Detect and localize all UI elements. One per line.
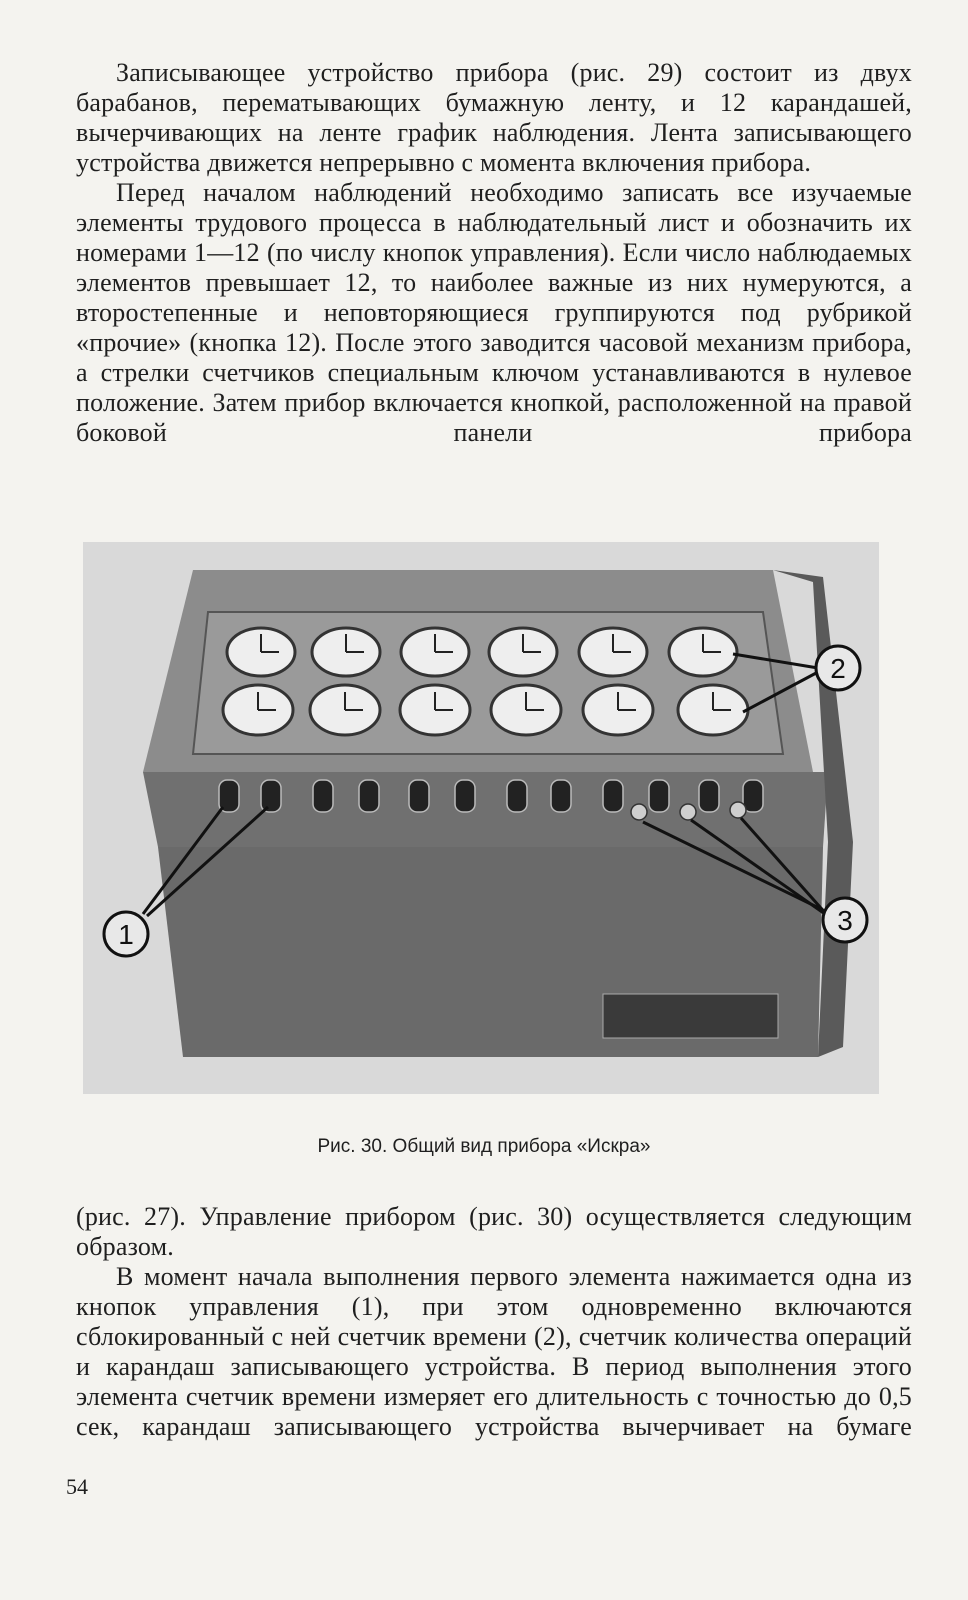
callout-3-label: 3 xyxy=(837,905,853,936)
paragraph-recording-device: Записывающее устройство прибора (рис. 29) состоит из двух барабанов, перематывающих бумажную ленту, и 12 карандашей, вычерчивающих на ленте график наблюдения. Лента записывающего устройства движется непрерывно с момента включения прибора. xyxy=(76,58,912,177)
callout-1-label: 1 xyxy=(118,919,134,950)
paragraph-observation-prep: Перед началом наблюдений необходимо записать все изучаемые элементы трудового процесса в наблюдательный лист и обозначить их номерами 1—12 (по числу кнопок управления). Если число наблюдаемых элементов превышает 12, то наиболее важные из них нумеруются, а второстепенные и неповторяющиеся группируются под рубрикой «прочие» (кнопка 12). После этого заводится часовой механизм прибора, а стрелки счетчиков специальным ключом устанавливаются в нулевое положение. Затем прибор включается кнопкой, расположенной на правой боковой панели прибора xyxy=(76,178,912,447)
bottom-text-block xyxy=(76,1202,912,1442)
paragraph-control-intro: (рис. 27). Управление прибором (рис. 30) осуществляется следующим образом. xyxy=(76,1202,912,1261)
device-nameplate xyxy=(603,994,778,1038)
control-strip xyxy=(143,772,828,847)
figure-caption: Рис. 30. Общий вид прибора «Искра» xyxy=(317,1136,651,1157)
top-text-block xyxy=(76,58,912,448)
device-photo xyxy=(83,542,879,1094)
page-number: 54 xyxy=(66,1474,88,1499)
iskra-device-illustration xyxy=(83,542,879,1094)
paragraph-control-buttons: В момент начала выполнения первого элемента нажимается одна из кнопок управления (1), при этом одновременно включаются сблокированный с ней счетчик времени (2), счетчик количества операций и карандаш записывающего устройства. В период выполнения этого элемента счетчик времени измеряет его длительность с точностью до 0,5 сек, карандаш записывающего устройства вычерчивает на бумаге xyxy=(76,1262,912,1441)
callout-2-label: 2 xyxy=(830,653,846,684)
